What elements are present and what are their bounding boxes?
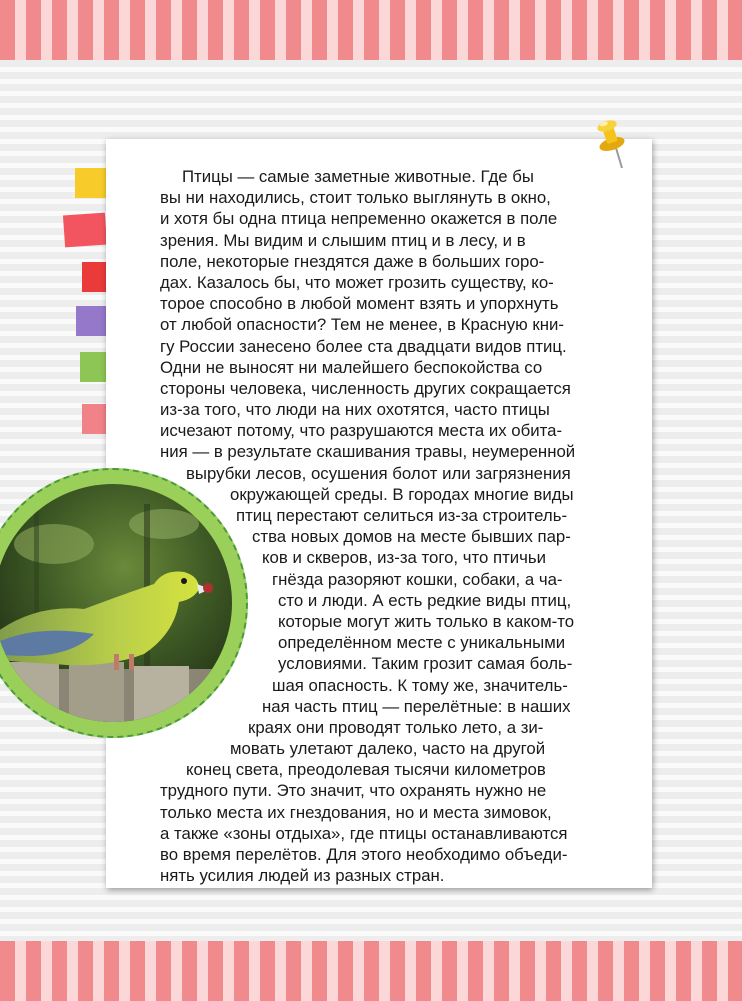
pushpin-icon [594, 116, 634, 170]
text-line: шая опасность. К тому же, значитель- [272, 675, 568, 695]
text-line: исчезают потому, что разрушаются места их обита- [160, 421, 563, 441]
text-line: мовать улетают далеко, часто на другой [230, 739, 546, 759]
text-line: ства новых домов на месте бывших пар- [252, 527, 571, 547]
text-line: гнёзда разоряют кошки, собаки, а ча- [272, 569, 563, 589]
text-line: условиями. Таким грозит самая боль- [278, 654, 573, 674]
color-tab-red [63, 213, 107, 248]
text-line: краях они проводят только лето, а зи- [248, 717, 544, 737]
text-line: а также «зоны отдыха», где птицы останавливаются [160, 823, 568, 843]
text-line: конец света, преодолевая тысячи километров [186, 760, 546, 780]
text-line: вы ни находились, стоит только выглянуть в окно, [160, 188, 551, 208]
text-line: определённом месте с уникальными [278, 633, 566, 653]
text-line: Птицы — самые заметные животные. Где бы [182, 167, 534, 186]
text-line: сто и люди. А есть редкие виды птиц, [278, 590, 572, 610]
text-line: зрения. Мы видим и слышим птиц и в лесу, и в [160, 230, 526, 250]
text-line: только места их гнездования, но и места зимовок, [160, 802, 552, 822]
bottom-stripe-border [0, 941, 742, 1001]
text-line: во время перелётов. Для этого необходимо объеди- [160, 845, 568, 864]
color-tab-pink [82, 404, 107, 434]
text-line: птиц перестают селиться из-за строитель- [236, 506, 568, 525]
text-line: нять усилия людей из разных стран. [160, 866, 445, 886]
text-line: и хотя бы одна птица непременно окажется в поле [160, 209, 558, 229]
text-line: трудного пути. Это значит, что охранять нужно не [160, 781, 547, 801]
text-line: окружающей среды. В городах многие виды [230, 484, 574, 504]
text-line: вырубки лесов, осушения болот или загрязнения [186, 463, 571, 483]
text-line: которые могут жить только в каком-то [278, 611, 575, 631]
text-line: от любой опасности? Тем не менее, в Красную кни- [160, 315, 564, 335]
color-tab-purple [76, 306, 107, 336]
color-tab-red-dark [82, 262, 108, 292]
text-line: поле, некоторые гнездятся даже в больших горо- [160, 251, 545, 271]
article-body [160, 166, 600, 886]
color-tab-yellow [75, 168, 107, 198]
text-line: ния — в результате скашивания травы, неумеренной [160, 442, 576, 462]
text-line: торое способно в любой момент взять и упорхнуть [160, 294, 559, 314]
text-line: Одни не выносят ни малейшего беспокойства со [160, 357, 543, 377]
text-line: из-за того, что люди на них охотятся, часто птицы [160, 400, 550, 420]
text-line: стороны человека, численность других сокращается [160, 378, 571, 398]
text-line: гу России занесено более ста двадцати видов птиц. [160, 336, 567, 356]
text-line: дах. Казалось бы, что может грозить существу, ко- [160, 272, 554, 292]
top-stripe-border [0, 0, 742, 60]
color-tab-green [80, 352, 107, 382]
text-line: ков и скверов, из-за того, что птичьи [262, 548, 547, 568]
text-line: ная часть птиц — перелётные: в наших [262, 696, 571, 716]
